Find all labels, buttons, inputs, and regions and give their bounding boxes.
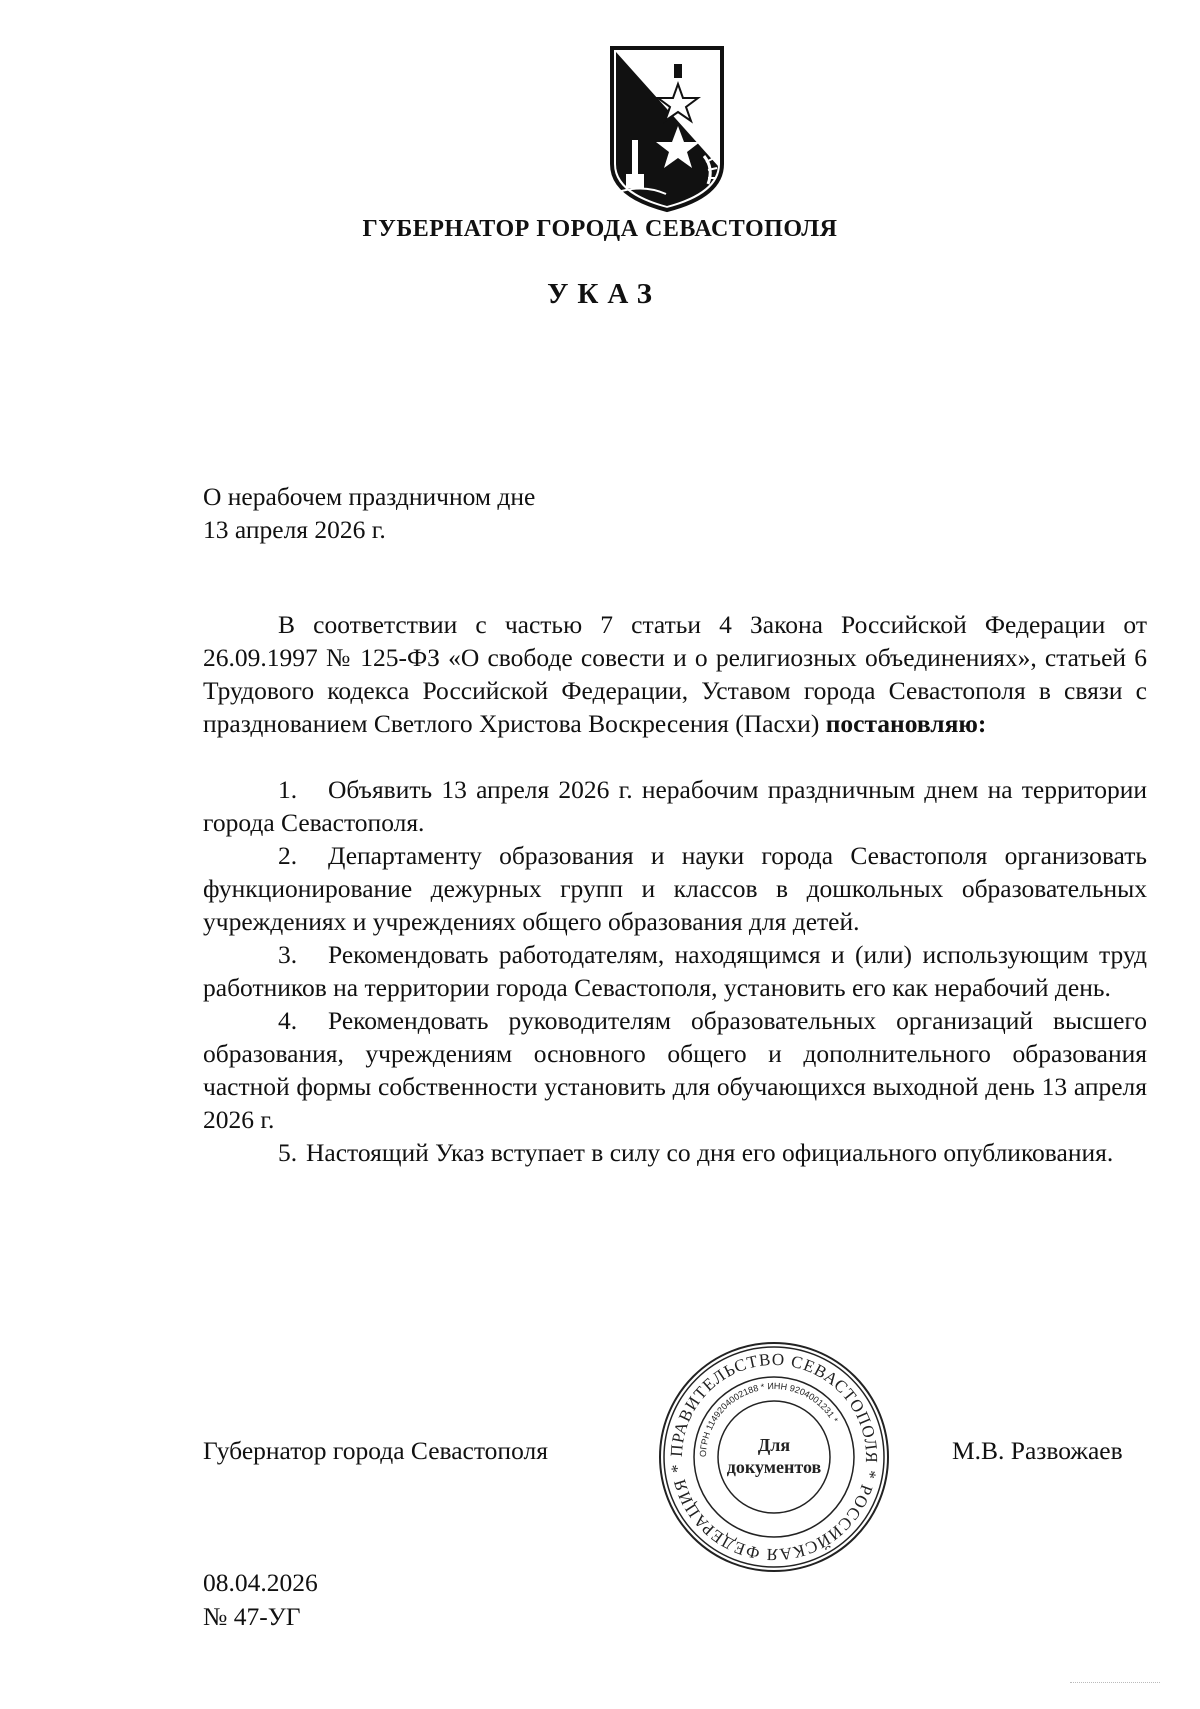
signer-name: М.В. Развожаев <box>952 1436 1123 1465</box>
subject-line: О нерабочем праздничном дне <box>203 482 536 511</box>
official-stamp-seal <box>656 1339 892 1575</box>
signer-position: Губернатор города Севастополя <box>203 1436 548 1465</box>
item-number: 5. <box>278 1138 298 1167</box>
preamble-paragraph <box>203 608 1147 740</box>
decree-word: постановляю: <box>825 709 987 738</box>
item-text: Рекомендовать руководителям образовательных организаций высшего образования, учреждениям основного общего и дополнительного образования частной формы собственности установить для обучающихся выходной день 13 апреля 2026 г. <box>203 1006 1147 1134</box>
document-number: № 47-УГ <box>203 1602 301 1631</box>
item-number: 2. <box>278 841 298 870</box>
decree-item <box>203 1004 1147 1136</box>
scan-artifact <box>1070 1682 1160 1687</box>
document-type-heading: УКАЗ <box>547 278 661 310</box>
decree-item <box>203 938 1147 1004</box>
item-text: Рекомендовать работодателям, находящимся и (или) использующим труд работников на территории города Севастополя, установить его как нерабочий день. <box>203 940 1147 1002</box>
item-text: Департаменту образования и науки города Севастополя организовать функционирование дежурных групп и классов в дошкольных образовательных учреждениях и учреждениях общего образования для детей. <box>203 841 1147 936</box>
stamp-center-line: документов <box>726 1457 822 1477</box>
decree-item <box>203 773 1147 839</box>
item-text: Настоящий Указ вступает в силу со дня его официального опубликования. <box>306 1138 1114 1167</box>
item-text: Объявить 13 апреля 2026 г. нерабочим праздничным днем на территории города Севастополя. <box>203 775 1147 837</box>
document-date: 08.04.2026 <box>203 1568 318 1597</box>
decree-item <box>203 839 1147 938</box>
decree-body <box>203 608 1147 1169</box>
subject-line: 13 апреля 2026 г. <box>203 515 386 544</box>
item-number: 3. <box>278 940 298 969</box>
stamp-outer-text: ПРАВИТЕЛЬСТВО СЕВАСТОПОЛЯ * РОССИЙСКАЯ ФЕДЕРАЦИЯ * <box>666 1349 882 1565</box>
stamp-center-line: Для <box>757 1435 791 1455</box>
decree-subject <box>203 480 535 546</box>
preamble-text: В соответствии с частью 7 статьи 4 Закона Российской Федерации от 26.09.1997 № 125-ФЗ «О свободе совести и о религиозных объединениях», статьей 6 Трудового кодекса Российской Федерации, Уставом города Севастополя в связи с празднованием Светлого Христова Воскресения (Пасхи) <box>203 610 1147 738</box>
document-date-number <box>203 1566 318 1634</box>
item-number: 4. <box>278 1006 298 1035</box>
decree-item <box>203 1136 1147 1169</box>
city-coat-of-arms-emblem <box>604 44 730 214</box>
issuer-title: ГУБЕРНАТОР ГОРОДА СЕВАСТОПОЛЯ <box>362 216 838 242</box>
item-number: 1. <box>278 775 298 804</box>
stamp-inner-text: ОГРН 1149204002188 * ИНН 9204001231 * <box>697 1380 840 1458</box>
